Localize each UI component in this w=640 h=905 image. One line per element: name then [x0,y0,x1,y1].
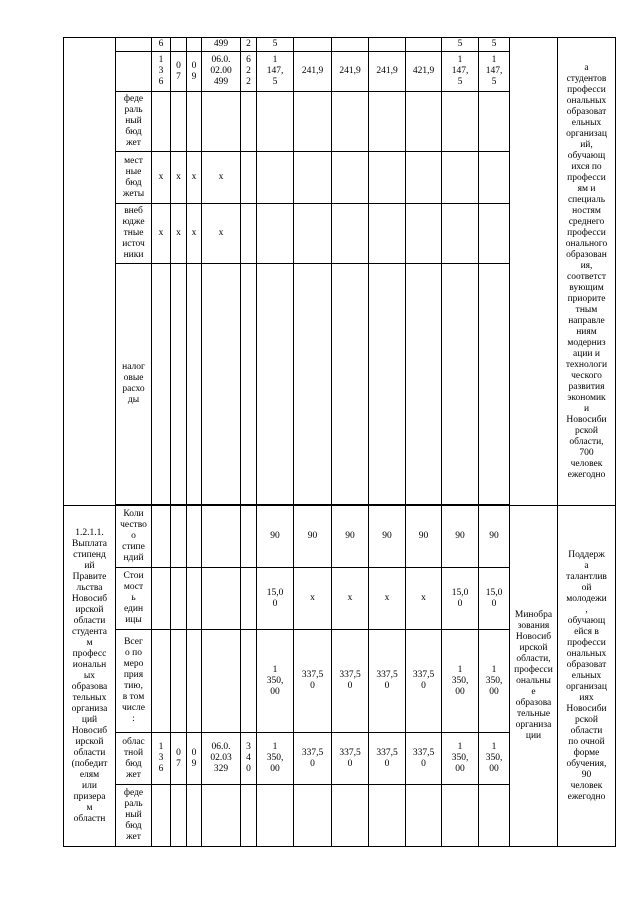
cell [257,204,294,264]
extrabudget-label: внеб юдже тные источ ники [116,204,152,264]
cell: 90 [369,506,406,568]
x-mark: х [294,568,332,630]
cell: 337,5 0 [294,733,332,785]
regional-budget-label: облас тной бюд жет [116,733,152,785]
cell: 1 3 6 [152,52,171,92]
cell [406,204,442,264]
cell: 241,9 [332,52,369,92]
table-row [64,38,616,52]
federal-budget-label: феде раль ный бюд жет [116,785,152,847]
cell [369,152,406,204]
cell: 241,9 [369,52,406,92]
table-row [64,506,616,568]
cell [202,92,241,152]
cell [294,264,332,505]
cell [171,38,187,52]
cell: 1 3 6 [152,733,171,785]
cell [369,785,406,847]
cell: 90 [479,506,510,568]
cell: 06.0. 02.03 329 [202,733,241,785]
goal-cell: Поддерж а талантлив ой молодежи , обучающ ейся в професси ональных образоват ельных организац иях Новосиби рской области по очной форме обучения, 90 человек ежегодно [558,506,616,847]
cell [241,92,257,152]
cell [241,506,257,568]
cell [202,506,241,568]
cell [187,785,202,847]
cell: 6 2 2 [241,52,257,92]
cell: 1 350, 00 [442,733,479,785]
label-cell [116,52,152,92]
cell [257,152,294,204]
total-label: Всег о по меро прия тию, в том числе : [116,630,152,733]
cell [202,568,241,630]
cell: 5 [442,38,479,52]
cell [369,38,406,52]
cell: 6 [152,38,171,52]
cell: 06.0. 02.00 499 [202,52,241,92]
cell: 90 [406,506,442,568]
cell: 241,9 [294,52,332,92]
cell [187,630,202,733]
cell: 15,0 0 [257,568,294,630]
item-name-cell-top [64,38,116,506]
cell [479,92,510,152]
cell [171,785,187,847]
x-mark: х [152,152,171,204]
cell [332,204,369,264]
cell [332,92,369,152]
cell [202,785,241,847]
cell [241,568,257,630]
cell [406,38,442,52]
cell: 2 [241,38,257,52]
cell [187,92,202,152]
cell [332,38,369,52]
cell [294,38,332,52]
executor-cell-top [510,38,558,506]
cell [152,264,171,505]
cell: 0 7 [171,52,187,92]
cell: 337,5 0 [332,733,369,785]
cell: 15,0 0 [442,568,479,630]
cell [479,152,510,204]
x-mark: х [171,152,187,204]
cell: 1 350, 00 [257,733,294,785]
cell [152,506,171,568]
cell [241,264,257,505]
cell [187,506,202,568]
cell [442,785,479,847]
cell: 0 9 [187,52,202,92]
cell [369,264,406,505]
cell: 1 350, 00 [442,630,479,733]
x-mark: х [187,204,202,264]
cell [171,92,187,152]
cell [479,785,510,847]
cell [442,152,479,204]
cell: 1 350, 00 [257,630,294,733]
cell: 0 7 [171,733,187,785]
federal-budget-label: феде раль ный бюд жет [116,92,152,152]
cell [332,785,369,847]
count-label: Коли чество о стипе ндий [116,506,152,568]
cell [187,264,202,505]
program-table [63,37,616,847]
item-name-cell: 1.2.1.1. Выплата стипенд ий Правите льства Новосиб ирской области студента м професс иональн ых образова тельных организа ций Новосиб ирской области (победит елям или призера м областн [64,506,116,847]
cell: 0 9 [187,733,202,785]
x-mark: х [332,568,369,630]
cell [406,264,442,505]
cell [479,264,510,505]
goal-cell-top: а студентов професси ональных образоват ельных организац ий, обучающ ихся по професси ям и специаль ностям среднего професси онального образован ия, соответст вующим приорите тным направле ниям модерниз ации и технологи ческого развития экономик и Новосиби рской области, 700 человек ежегодно [558,38,616,506]
cell [241,785,257,847]
cell [202,630,241,733]
cell [202,264,241,505]
x-mark: х [171,204,187,264]
cell: 499 [202,38,241,52]
x-mark: х [369,568,406,630]
cell [294,92,332,152]
cell [406,785,442,847]
cell [332,264,369,505]
cell [152,630,171,733]
cell: 1 147, 5 [479,52,510,92]
cell: 1 350, 00 [479,630,510,733]
cell [369,204,406,264]
cell: 337,5 0 [406,733,442,785]
cell [406,152,442,204]
cell [152,568,171,630]
cell: 15,0 0 [479,568,510,630]
executor-cell: Минобра зования Новосиб ирской области, професси ональны е образова тельные организа ции [510,506,558,847]
cell [294,785,332,847]
cell: 90 [332,506,369,568]
x-mark: х [187,152,202,204]
x-mark: х [152,204,171,264]
cell [257,264,294,505]
cell [257,92,294,152]
cell [442,92,479,152]
local-budget-label: мест ные бюд жеты [116,152,152,204]
cell: 337,5 0 [369,630,406,733]
cell: 90 [294,506,332,568]
cell: 1 350, 00 [479,733,510,785]
cell [442,264,479,505]
cell [332,152,369,204]
tax-expenditure-label: налог овые расхо ды [116,264,152,505]
cell [187,38,202,52]
cell: 90 [442,506,479,568]
label-cell [116,38,152,52]
cell: 337,5 0 [369,733,406,785]
cell [479,204,510,264]
cell: 3 4 0 [241,733,257,785]
cell: 5 [257,38,294,52]
cell [369,92,406,152]
cell [171,630,187,733]
cell [294,204,332,264]
x-mark: х [202,204,241,264]
cell [171,568,187,630]
cell [187,568,202,630]
cell: 337,5 0 [406,630,442,733]
cell [152,92,171,152]
cell [442,204,479,264]
cell: 1 147, 5 [257,52,294,92]
cell: 1 147, 5 [442,52,479,92]
cell: 337,5 0 [332,630,369,733]
cell [171,264,187,505]
cell [241,204,257,264]
cell [257,785,294,847]
unit-cost-label: Стои мост ь един ицы [116,568,152,630]
cell: 337,5 0 [294,630,332,733]
cell [152,785,171,847]
cell [294,152,332,204]
cell: 90 [257,506,294,568]
cell [171,506,187,568]
cell: 5 [479,38,510,52]
x-mark: х [406,568,442,630]
cell [406,92,442,152]
cell [241,630,257,733]
cell: 421,9 [406,52,442,92]
cell [241,152,257,204]
x-mark: х [202,152,241,204]
